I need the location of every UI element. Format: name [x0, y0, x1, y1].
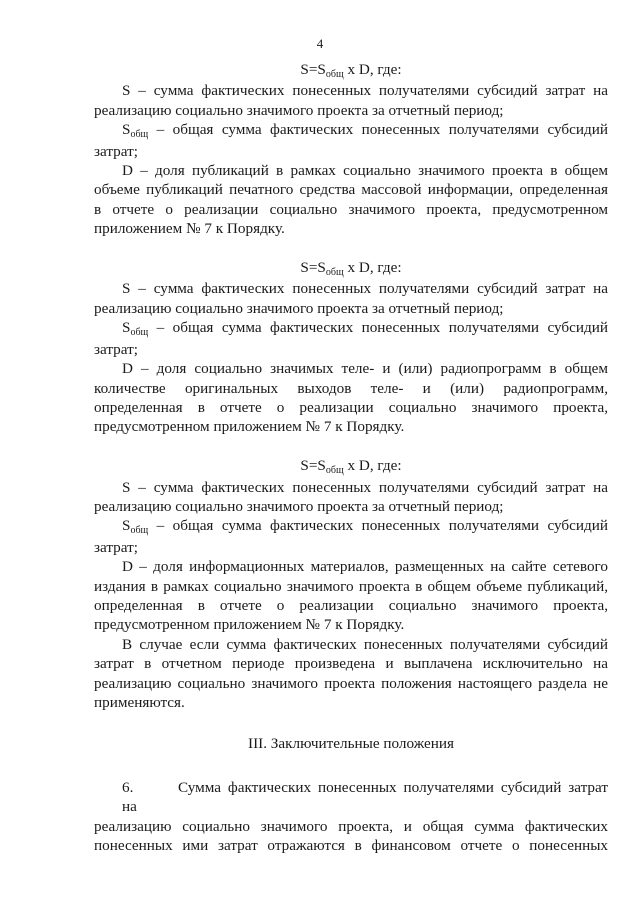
sobsh-definition-3: Sобщ – общая сумма фактических понесенных получателями субсидий затрат; [94, 517, 608, 556]
s-definition-3: S – сумма фактических понесенных получателями субсидий затрат на реализацию социально значимого проекта за отчетный период; [94, 478, 608, 515]
s-definition-1: S – сумма фактических понесенных получателями субсидий затрат на реализацию социально значимого проекта за отчетный период; [94, 82, 608, 119]
formula-1: S=Sобщ x D, где: [300, 61, 402, 80]
d-definition-2: D – доля социально значимых теле- и (или) радиопрограмм в общем количестве оригинальных выходов теле- и (или) радиопрограмм, определенная в отчете о реализации социально значимого проекта, предусмотренном приложением № 7 к Порядку. [94, 360, 608, 436]
item-5 [94, 437, 608, 456]
document-body [94, 60, 608, 855]
item-4 [94, 239, 608, 258]
closing-paragraph: В случае если сумма фактических понесенных получателями субсидий затрат в отчетном периоде произведена и выплачена исключительно на реализацию социально значимого проекта положения настоящего раздела не применяются. [94, 635, 608, 711]
d-definition-1: D – доля публикаций в рамках социально значимого проекта в общем объеме публикаций печатного средства массовой информации, определенная в отчете о реализации социально значимого проекта, предусмотренном приложением № 7 к Порядку. [94, 162, 608, 238]
formula-2: S=Sобщ x D, где: [300, 259, 402, 279]
sobsh-definition-2: Sобщ – общая сумма фактических понесенных получателями субсидий затрат; [94, 319, 608, 358]
s-definition-2: S – сумма фактических понесенных получателями субсидий затрат на реализацию социально значимого проекта за отчетный период; [94, 280, 608, 317]
item-6: 6. Сумма фактических понесенных получателями субсидий затрат на реализацию социально значимого проекта, и общая сумма фактических понесенных ими затрат отражаются в финансовом отчете о понесенных [94, 778, 608, 855]
formula-3: S=Sобщ x D, где: [300, 457, 402, 477]
sobsh-definition-1: Sобщ – общая сумма фактических понесенных получателями субсидий затрат; [94, 121, 608, 160]
section-heading: III. Заключительные положения [248, 735, 454, 753]
page-number: 4 [316, 36, 324, 51]
d-definition-3: D – доля информационных материалов, размещенных на сайте сетевого издания в рамках социально значимого проекта в общем объеме публикаций, определенная в отчете о реализации социально значимого проекта, предусмотренном приложением № 7 к Порядку. [94, 558, 608, 634]
